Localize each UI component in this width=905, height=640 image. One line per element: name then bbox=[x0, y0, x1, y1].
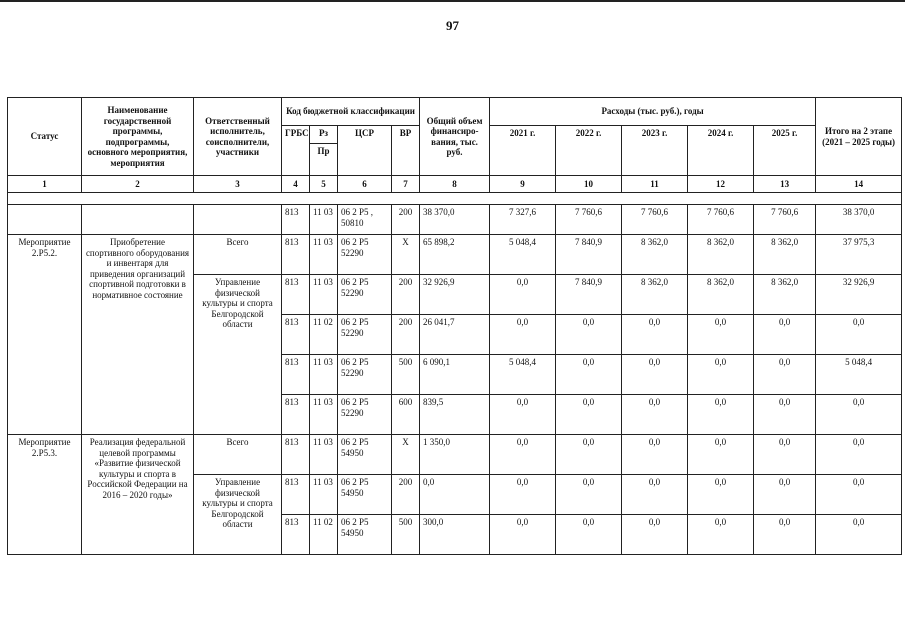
vr-cell: X bbox=[392, 435, 420, 475]
y2025-cell: 0,0 bbox=[754, 435, 816, 475]
column-number: 13 bbox=[754, 176, 816, 193]
column-number: 10 bbox=[556, 176, 622, 193]
y2022-cell: 0,0 bbox=[556, 395, 622, 435]
header-csr: ЦСР bbox=[338, 126, 392, 176]
rzpr-cell: 11 03 bbox=[310, 475, 338, 515]
name-cell: Приобретение спортивного оборудования и инвентаря для приведения организаций спортивной подготовки в нормативное состояние bbox=[82, 235, 194, 435]
vr-cell: 600 bbox=[392, 395, 420, 435]
y2021-cell: 0,0 bbox=[490, 315, 556, 355]
spacer-row bbox=[8, 193, 902, 205]
y2023-cell: 8 362,0 bbox=[622, 275, 688, 315]
budget-table bbox=[7, 97, 902, 555]
vr-cell: 200 bbox=[392, 275, 420, 315]
y2022-cell: 7 840,9 bbox=[556, 235, 622, 275]
page-number: 97 bbox=[446, 18, 459, 33]
y2024-cell: 0,0 bbox=[688, 435, 754, 475]
column-number: 3 bbox=[194, 176, 282, 193]
column-number: 2 bbox=[82, 176, 194, 193]
grbs-cell: 813 bbox=[282, 395, 310, 435]
status-cell: Мероприятие 2.P5.3. bbox=[8, 435, 82, 555]
total-cell: 26 041,7 bbox=[420, 315, 490, 355]
y2022-cell: 0,0 bbox=[556, 515, 622, 555]
column-number: 5 bbox=[310, 176, 338, 193]
total-cell: 1 350,0 bbox=[420, 435, 490, 475]
header-total: Общий объем финансиро-вания, тыс. руб. bbox=[420, 98, 490, 176]
name-cell bbox=[82, 205, 194, 235]
rzpr-cell: 11 03 bbox=[310, 355, 338, 395]
grbs-cell: 813 bbox=[282, 205, 310, 235]
y2021-cell: 5 048,4 bbox=[490, 235, 556, 275]
vr-cell: 200 bbox=[392, 205, 420, 235]
executor-cell: Всего bbox=[194, 435, 282, 475]
header-rz: Рз bbox=[310, 126, 338, 144]
total-cell: 32 926,9 bbox=[420, 275, 490, 315]
itogo-cell: 0,0 bbox=[816, 395, 902, 435]
vr-cell: 200 bbox=[392, 475, 420, 515]
header-grbs: ГРБС bbox=[282, 126, 310, 176]
y2025-cell: 7 760,6 bbox=[754, 205, 816, 235]
top-border-line bbox=[0, 0, 905, 2]
column-number: 4 bbox=[282, 176, 310, 193]
rzpr-cell: 11 03 bbox=[310, 235, 338, 275]
rzpr-cell: 11 02 bbox=[310, 315, 338, 355]
itogo-cell: 0,0 bbox=[816, 515, 902, 555]
y2025-cell: 0,0 bbox=[754, 515, 816, 555]
csr-cell: 06 2 P5 54950 bbox=[338, 475, 392, 515]
y2024-cell: 0,0 bbox=[688, 515, 754, 555]
rzpr-cell: 11 02 bbox=[310, 515, 338, 555]
y2022-cell: 0,0 bbox=[556, 435, 622, 475]
y2025-cell: 0,0 bbox=[754, 475, 816, 515]
column-number-row bbox=[8, 176, 902, 193]
total-cell: 38 370,0 bbox=[420, 205, 490, 235]
column-number: 1 bbox=[8, 176, 82, 193]
vr-cell: X bbox=[392, 235, 420, 275]
header-y2025: 2025 г. bbox=[754, 126, 816, 176]
y2024-cell: 7 760,6 bbox=[688, 205, 754, 235]
y2021-cell: 7 327,6 bbox=[490, 205, 556, 235]
vr-cell: 500 bbox=[392, 515, 420, 555]
y2022-cell: 7 840,9 bbox=[556, 275, 622, 315]
y2025-cell: 8 362,0 bbox=[754, 275, 816, 315]
total-cell: 65 898,2 bbox=[420, 235, 490, 275]
y2021-cell: 0,0 bbox=[490, 435, 556, 475]
header-executor: Ответственный исполнитель, соисполнители, участники bbox=[194, 98, 282, 176]
itogo-cell: 5 048,4 bbox=[816, 355, 902, 395]
rzpr-cell: 11 03 bbox=[310, 435, 338, 475]
y2023-cell: 0,0 bbox=[622, 515, 688, 555]
y2021-cell: 0,0 bbox=[490, 475, 556, 515]
y2022-cell: 7 760,6 bbox=[556, 205, 622, 235]
header-y2024: 2024 г. bbox=[688, 126, 754, 176]
column-number: 12 bbox=[688, 176, 754, 193]
y2023-cell: 0,0 bbox=[622, 435, 688, 475]
y2025-cell: 0,0 bbox=[754, 395, 816, 435]
y2025-cell: 8 362,0 bbox=[754, 235, 816, 275]
column-number: 7 bbox=[392, 176, 420, 193]
rzpr-cell: 11 03 bbox=[310, 205, 338, 235]
executor-cell: Управление физической культуры и спорта Белгородской области bbox=[194, 475, 282, 555]
itogo-cell: 0,0 bbox=[816, 435, 902, 475]
y2023-cell: 8 362,0 bbox=[622, 235, 688, 275]
column-number: 14 bbox=[816, 176, 902, 193]
itogo-cell: 38 370,0 bbox=[816, 205, 902, 235]
header-y2022: 2022 г. bbox=[556, 126, 622, 176]
grbs-cell: 813 bbox=[282, 515, 310, 555]
y2023-cell: 0,0 bbox=[622, 475, 688, 515]
header-itogo: Итого на 2 этапе (2021 – 2025 годы) bbox=[816, 98, 902, 176]
csr-cell: 06 2 P5 54950 bbox=[338, 515, 392, 555]
itogo-cell: 37 975,3 bbox=[816, 235, 902, 275]
grbs-cell: 813 bbox=[282, 475, 310, 515]
header-name: Наименование государственной программы, подпрограммы, основного мероприятия, мероприятия bbox=[82, 98, 194, 176]
y2023-cell: 7 760,6 bbox=[622, 205, 688, 235]
table-row bbox=[8, 205, 902, 235]
itogo-cell: 32 926,9 bbox=[816, 275, 902, 315]
table-row bbox=[8, 235, 902, 275]
csr-cell: 06 2 P5 52290 bbox=[338, 315, 392, 355]
y2022-cell: 0,0 bbox=[556, 475, 622, 515]
total-cell: 0,0 bbox=[420, 475, 490, 515]
status-cell: Мероприятие 2.P5.2. bbox=[8, 235, 82, 435]
vr-cell: 500 bbox=[392, 355, 420, 395]
y2024-cell: 0,0 bbox=[688, 395, 754, 435]
header-status: Статус bbox=[8, 98, 82, 176]
y2021-cell: 0,0 bbox=[490, 275, 556, 315]
rzpr-cell: 11 03 bbox=[310, 275, 338, 315]
csr-cell: 06 2 P5 52290 bbox=[338, 355, 392, 395]
column-number: 11 bbox=[622, 176, 688, 193]
column-number: 6 bbox=[338, 176, 392, 193]
csr-cell: 06 2 P5 52290 bbox=[338, 235, 392, 275]
header-pr: Пр bbox=[310, 144, 338, 176]
column-number: 8 bbox=[420, 176, 490, 193]
y2024-cell: 8 362,0 bbox=[688, 275, 754, 315]
csr-cell: 06 2 P5 54950 bbox=[338, 435, 392, 475]
y2022-cell: 0,0 bbox=[556, 315, 622, 355]
column-number: 9 bbox=[490, 176, 556, 193]
csr-cell: 06 2 P5 52290 bbox=[338, 395, 392, 435]
vr-cell: 200 bbox=[392, 315, 420, 355]
y2021-cell: 0,0 bbox=[490, 515, 556, 555]
executor-cell: Управление физической культуры и спорта Белгородской области bbox=[194, 275, 282, 435]
y2025-cell: 0,0 bbox=[754, 315, 816, 355]
total-cell: 839,5 bbox=[420, 395, 490, 435]
itogo-cell: 0,0 bbox=[816, 315, 902, 355]
table-row bbox=[8, 435, 902, 475]
y2024-cell: 0,0 bbox=[688, 355, 754, 395]
csr-cell: 06 2 P5 , 50810 bbox=[338, 205, 392, 235]
grbs-cell: 813 bbox=[282, 235, 310, 275]
total-cell: 300,0 bbox=[420, 515, 490, 555]
header-budget-code: Код бюджетной классификации bbox=[282, 98, 420, 126]
csr-cell: 06 2 P5 52290 bbox=[338, 275, 392, 315]
status-cell bbox=[8, 205, 82, 235]
y2024-cell: 0,0 bbox=[688, 475, 754, 515]
grbs-cell: 813 bbox=[282, 315, 310, 355]
y2025-cell: 0,0 bbox=[754, 355, 816, 395]
grbs-cell: 813 bbox=[282, 355, 310, 395]
y2022-cell: 0,0 bbox=[556, 355, 622, 395]
y2023-cell: 0,0 bbox=[622, 315, 688, 355]
y2021-cell: 0,0 bbox=[490, 395, 556, 435]
header-expenses: Расходы (тыс. руб.), годы bbox=[490, 98, 816, 126]
y2021-cell: 5 048,4 bbox=[490, 355, 556, 395]
y2024-cell: 8 362,0 bbox=[688, 235, 754, 275]
header-vr: ВР bbox=[392, 126, 420, 176]
name-cell: Реализация федеральной целевой программы «Развитие физической культуры и спорта в Российской Федерации на 2016 – 2020 годы» bbox=[82, 435, 194, 555]
executor-cell bbox=[194, 205, 282, 235]
header-y2023: 2023 г. bbox=[622, 126, 688, 176]
itogo-cell: 0,0 bbox=[816, 475, 902, 515]
total-cell: 6 090,1 bbox=[420, 355, 490, 395]
grbs-cell: 813 bbox=[282, 275, 310, 315]
executor-cell: Всего bbox=[194, 235, 282, 275]
y2024-cell: 0,0 bbox=[688, 315, 754, 355]
grbs-cell: 813 bbox=[282, 435, 310, 475]
y2023-cell: 0,0 bbox=[622, 355, 688, 395]
header-y2021: 2021 г. bbox=[490, 126, 556, 176]
rzpr-cell: 11 03 bbox=[310, 395, 338, 435]
y2023-cell: 0,0 bbox=[622, 395, 688, 435]
